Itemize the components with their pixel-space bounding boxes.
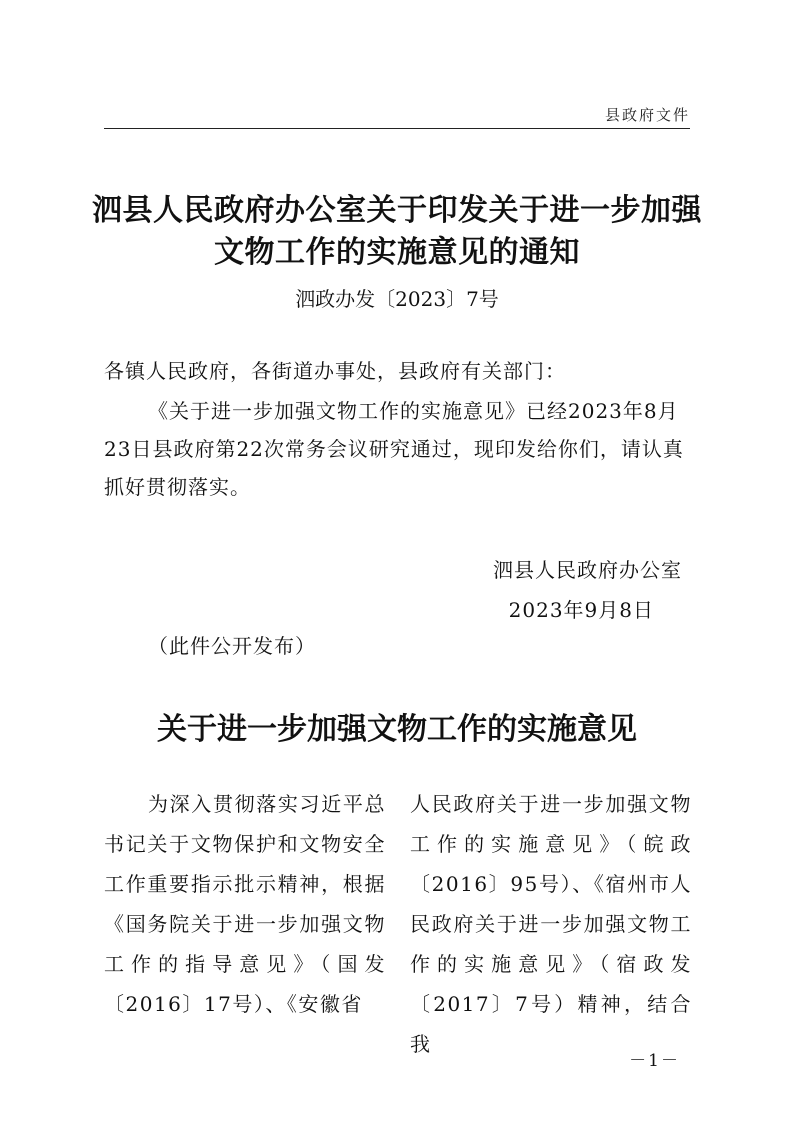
page-number: －1－ [629,1051,680,1071]
attachment-column-right: 人民政府关于进一步加强文物工作的实施意见》（皖政〔2016〕95号）、《宿州市人民政府关于进一步加强文物工作的实施意见》（宿政发〔2017〕7号）精神，结合我 [410,792,692,1056]
header-label: 县政府文件 [604,106,690,124]
document-title: 泗县人民政府办公室关于印发关于进一步加强文物工作的实施意见的通知 [92,193,702,270]
salutation: 各镇人民政府，各街道办事处，县政府有关部门： [104,359,566,383]
signature-issuer: 泗县人民政府办公室 [493,558,682,582]
attachment-column-left: 为深入贯彻落实习近平总书记关于文物保护和文物安全工作重要指示批示精神，根据《国务院关于进一步加强文物工作的指导意见》（国发〔2016〕17号）、《安徽省 [104,792,386,1016]
body-paragraph: 《关于进一步加强文物工作的实施意见》已经2023年8月23日县政府第22次常务会议研究通过，现印发给你们，请认真抓好贯彻落实。 [104,399,684,499]
header-divider [104,128,690,129]
attachment-title: 关于进一步加强文物工作的实施意见 [157,712,637,747]
signature-block [493,550,682,630]
publication-note: （此件公开发布） [148,634,316,658]
signature-date: 2023年9月8日 [508,598,654,622]
document-number: 泗政办发〔2023〕7号 [295,287,499,311]
